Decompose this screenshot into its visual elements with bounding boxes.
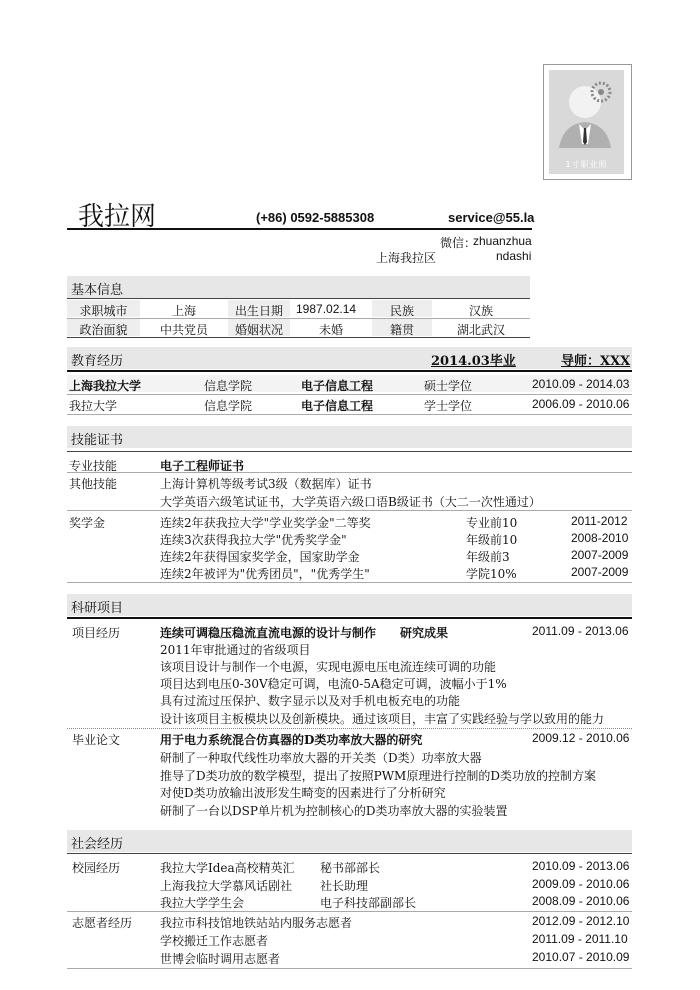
thesis-line: 对使D类功放输出波形发生畸变的因素进行了分析研究: [160, 786, 446, 800]
edu-college: 信息学院: [204, 379, 253, 393]
address: 上海我拉区: [376, 251, 437, 265]
campus-role: 电子科技部副部长: [320, 896, 417, 910]
skill-label: 奖学金: [69, 516, 106, 530]
skill-label: 专业技能: [69, 459, 118, 473]
value-hometown: 湖北武汉: [456, 323, 505, 337]
profile-photo: [549, 70, 624, 174]
project-title: 连续可调稳压稳流直流电源的设计与制作: [160, 626, 377, 640]
profile-photo-frame: [543, 64, 632, 180]
divider: [67, 510, 632, 511]
project-result: 研究成果: [400, 626, 449, 640]
campus-org: 我拉大学学生会: [160, 896, 245, 910]
skill-label: 其他技能: [69, 477, 118, 491]
volunteer-org: 我拉市科技馆地铁站站内服务志愿者: [160, 916, 353, 930]
scholarship-rank: 年级前3: [466, 550, 510, 564]
divider: [67, 370, 632, 372]
thesis-title: 用于电力系统混合仿真器的D类功率放大器的研究: [160, 733, 423, 747]
divider: [67, 451, 632, 452]
label-city: 求职城市: [79, 304, 128, 318]
section-header-research: [67, 594, 632, 616]
label-hometown: 籍贯: [389, 323, 414, 337]
skill-value: 大学英语六级笔试证书，大学英语六级口语B级证书（大二一次性通过）: [160, 495, 541, 509]
campus-role: 社长助理: [320, 879, 369, 893]
scholarship-period: 2007-2009: [571, 548, 629, 562]
header-divider: [67, 228, 532, 230]
section-title: 社会经历: [71, 837, 124, 852]
divider: [67, 968, 632, 969]
section-title: 技能证书: [71, 433, 124, 448]
scholarship-rank: 学院10%: [466, 567, 517, 581]
photo-label: 1寸职业照: [565, 160, 608, 169]
label-marital: 婚姻状况: [234, 323, 283, 337]
edu-degree: 硕士学位: [424, 379, 473, 393]
wechat-value: zhuanzhua: [473, 234, 532, 248]
campus-org: 我拉大学Idea高校精英汇: [160, 861, 295, 875]
skill-value: 电子工程师证书: [160, 459, 245, 473]
value-politics: 中共党员: [159, 323, 208, 337]
scholarship-rank: 年级前10: [466, 533, 518, 547]
volunteer-period: 2012.09 - 2012.10: [532, 914, 630, 928]
divider: [67, 853, 632, 854]
campus-org: 上海我拉大学慕风话剧社: [160, 879, 293, 893]
edu-major: 电子信息工程: [301, 399, 374, 413]
value-ethnicity: 汉族: [468, 304, 493, 318]
scholarship-text: 连续2年被评为"优秀团员"，"优秀学生": [160, 567, 370, 581]
campus-role: 秘书部部长: [320, 861, 381, 875]
volunteer-org: 学校搬迁工作志愿者: [160, 934, 269, 948]
divider: [67, 728, 632, 729]
campus-period: 2008.09 - 2010.06: [532, 894, 630, 908]
section-title: 教育经历: [71, 354, 124, 369]
section-title: 基本信息: [71, 283, 124, 298]
scholarship-rank: 专业前10: [466, 516, 518, 530]
wechat-label: 微信：: [440, 236, 477, 250]
resume-name: 我拉网: [78, 202, 157, 232]
section-header-education: [67, 347, 632, 369]
skill-value: 上海计算机等级考试3级（数据库）证书: [160, 477, 372, 491]
campus-label: 校园经历: [72, 861, 121, 875]
scholarship-period: 2007-2009: [571, 565, 629, 579]
scholarship-text: 连续3次获得我拉大学"优秀奖学金": [160, 533, 347, 547]
project-line: 该项目设计与制作一个电源，实现电源电压电流连续可调的功能: [160, 660, 497, 674]
divider: [67, 911, 632, 912]
section-header-skills: [67, 426, 632, 448]
divider: [67, 298, 530, 299]
label-birthdate: 出生日期: [234, 304, 283, 318]
volunteer-period: 2010.07 - 2010.09: [532, 950, 630, 964]
divider: [67, 472, 632, 473]
thesis-line: 研制了一种取代线性功率放大器的开关类（D类）功率放大器: [160, 751, 482, 765]
campus-period: 2010.09 - 2013.06: [532, 859, 630, 873]
value-city: 上海: [171, 304, 196, 318]
value-marital: 未婚: [318, 323, 343, 337]
thesis-period: 2009.12 - 2010.06: [532, 731, 630, 745]
section-title: 科研项目: [71, 601, 124, 616]
edu-school: 我拉大学: [69, 399, 118, 413]
section-header-social: [67, 830, 632, 852]
edu-period: 2006.09 - 2010.06: [532, 397, 630, 411]
thesis-label: 毕业论文: [72, 733, 121, 747]
volunteer-period: 2011.09 - 2011.10: [532, 932, 628, 946]
thesis-line: 研制了一台以DSP单片机为控制核心的D类功率放大器的实验装置: [160, 804, 508, 818]
email-address[interactable]: service@55.la: [448, 210, 535, 225]
advisor: 导师：XXX: [561, 354, 631, 369]
scholarship-period: 2008-2010: [571, 531, 629, 545]
scholarship-period: 2011-2012: [571, 514, 628, 528]
scholarship-text: 连续2年获我拉大学"学业奖学金"二等奖: [160, 516, 371, 530]
label-politics: 政治面貌: [79, 323, 128, 337]
project-period: 2011.09 - 2013.06: [532, 624, 629, 638]
thesis-line: 推导了D类功放的数学模型，提出了按照PWM原理进行控制的D类功放的控制方案: [160, 769, 596, 783]
project-line: 具有过流过压保护、数字显示以及对手机电板充电的功能: [160, 694, 461, 708]
scholarship-text: 连续2年获得国家奖学金，国家助学金: [160, 550, 360, 564]
value-birthdate: 1987.02.14: [296, 302, 357, 316]
project-line: 项目达到电压0-30V稳定可调，电流0-5A稳定可调，波幅小于1%: [160, 677, 507, 691]
volunteer-label: 志愿者经历: [72, 916, 133, 930]
wechat-value-cont: ndashi: [496, 249, 532, 263]
volunteer-org: 世博会临时调用志愿者: [160, 952, 281, 966]
graduation-date: 2014.03毕业: [431, 354, 516, 369]
divider: [67, 617, 632, 619]
divider: [67, 582, 632, 583]
phone-number: (+86) 0592-5885308: [256, 210, 375, 225]
section-header-basic: [67, 276, 530, 298]
divider: [67, 414, 632, 415]
project-label: 项目经历: [72, 626, 121, 640]
edu-period: 2010.09 - 2014.03: [532, 377, 630, 391]
edu-school: 上海我拉大学: [69, 379, 142, 393]
project-line: 设计该项目主板模块以及创新模块。通过该项目，丰富了实践经验与学以致用的能力: [160, 712, 605, 726]
edu-degree: 学士学位: [424, 399, 473, 413]
campus-period: 2009.09 - 2010.06: [532, 877, 630, 891]
label-ethnicity: 民族: [389, 304, 414, 318]
edu-college: 信息学院: [204, 399, 253, 413]
edu-major: 电子信息工程: [301, 379, 374, 393]
divider: [67, 394, 632, 395]
project-line: 2011年审批通过的省级项目: [160, 643, 311, 657]
